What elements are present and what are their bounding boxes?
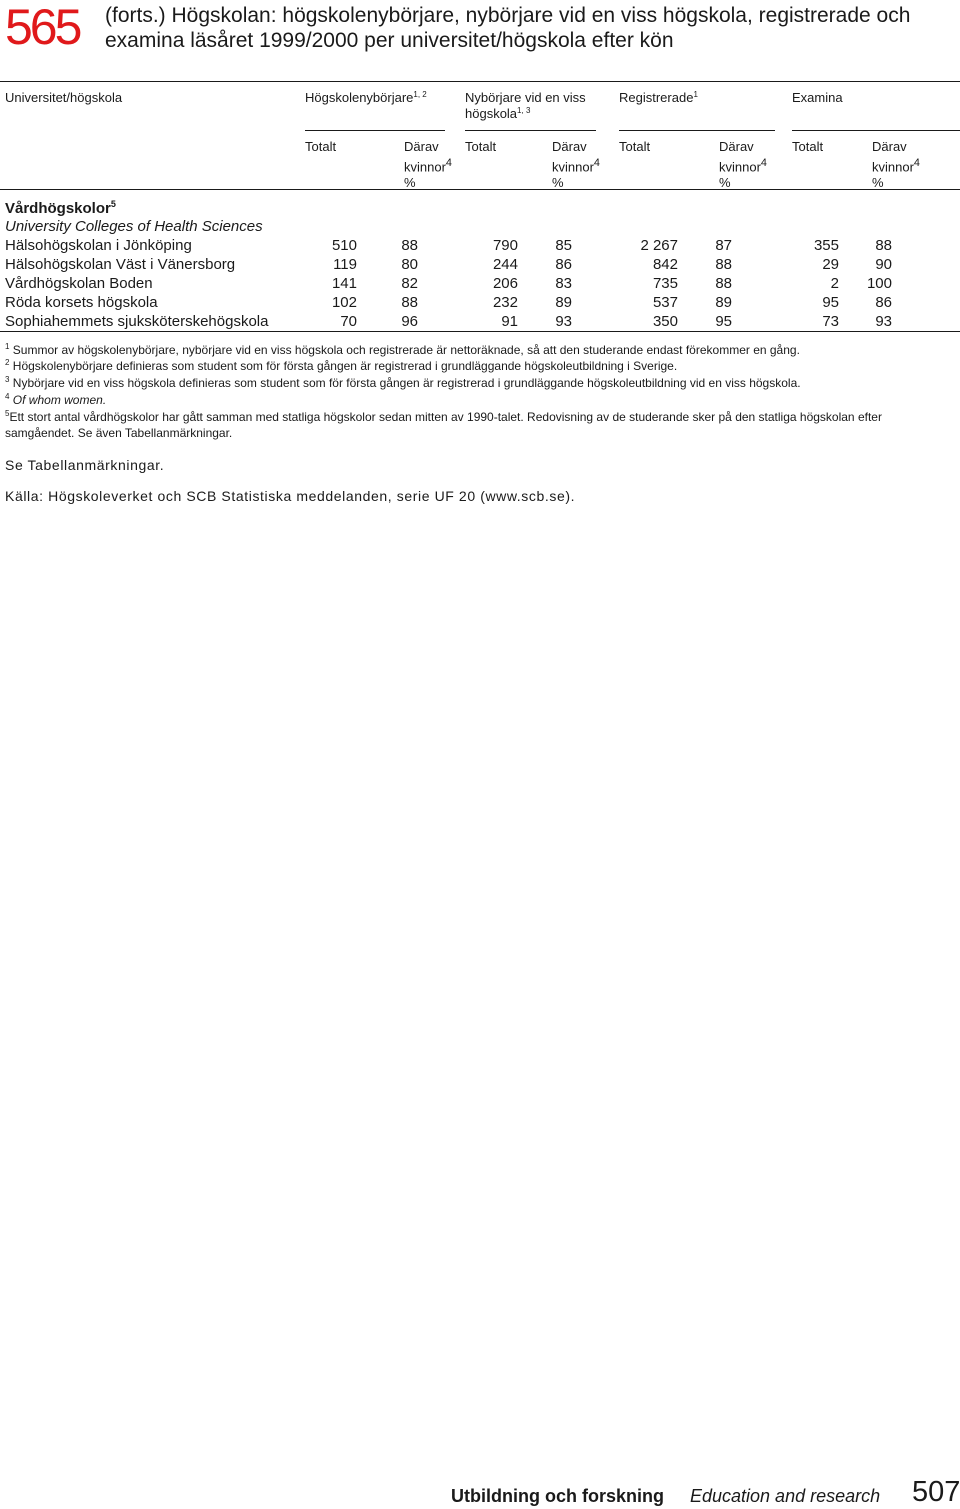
subheader-totalt: Totalt: [465, 139, 497, 154]
table-number: 565: [5, 0, 80, 55]
subheader-percent: %: [719, 175, 731, 191]
row-value-cell: 88: [401, 237, 418, 254]
row-value-cell: 790: [492, 237, 518, 254]
group-rule: [619, 130, 775, 131]
row-value-cell: 86: [555, 256, 572, 273]
col-group-label: Registrerade: [619, 90, 694, 105]
row-university-name: Hälsohögskolan Väst i Vänersborg: [5, 256, 236, 273]
row-value-cell: 537: [652, 294, 678, 311]
subheader-kvinnor: kvinnor: [872, 159, 914, 175]
row-university-name: Röda korsets högskola: [5, 294, 158, 311]
row-value-cell: 85: [555, 237, 572, 254]
subheader-percent: %: [404, 175, 416, 191]
row-value-cell: 88: [875, 237, 892, 254]
subheader-darav-kvinnor: [404, 139, 452, 191]
section-title-sup: 5: [110, 199, 116, 209]
table-row: [0, 236, 960, 255]
row-value-cell: 91: [501, 313, 518, 330]
row-value-cell: 87: [715, 237, 732, 254]
row-value-cell: 510: [331, 237, 357, 254]
col-group-registrerade: [619, 90, 698, 106]
subheader-sup: 4: [593, 157, 600, 169]
group-rule: [792, 130, 960, 131]
header-bottom-rule: [0, 189, 960, 190]
source-note: Källa: Högskoleverket och SCB Statistiska meddelanden, serie UF 20 (www.scb.se).: [5, 488, 576, 504]
row-value-cell: 90: [875, 256, 892, 273]
row-value-cell: 88: [401, 294, 418, 311]
subheader-percent: %: [552, 175, 564, 191]
row-value-cell: 88: [715, 275, 732, 292]
row-value-cell: 89: [555, 294, 572, 311]
col-group-label: Högskolenybörjare: [305, 90, 414, 105]
footer-title-english: Education and research: [690, 1486, 881, 1506]
subheader-percent: %: [872, 175, 884, 191]
col-group-sup: 1: [693, 90, 698, 99]
row-university-name: Vårdhögskolan Boden: [5, 275, 153, 292]
row-value-cell: 86: [875, 294, 892, 311]
subheader-kvinnor: kvinnor: [552, 159, 594, 175]
row-value-cell: 350: [652, 313, 678, 330]
row-value-cell: 206: [492, 275, 518, 292]
row-value-cell: 355: [813, 237, 839, 254]
group-rule: [465, 130, 596, 131]
subheader-darav: Därav: [719, 139, 754, 154]
subheader-darav-kvinnor: [719, 139, 767, 191]
row-value-cell: 119: [333, 256, 357, 273]
row-value-cell: 82: [401, 275, 418, 292]
subheader-darav: Därav: [872, 139, 907, 154]
row-value-cell: 102: [331, 294, 357, 311]
subheader-darav-kvinnor: [552, 139, 600, 191]
row-value-cell: 29: [822, 256, 839, 273]
table-row: [0, 312, 960, 331]
table-row: [0, 255, 960, 274]
section-title-text: Vårdhögskolor: [5, 200, 111, 217]
page-number: 507: [912, 1476, 960, 1508]
col-group-nyborjare: [465, 90, 605, 122]
footer-title-swedish: Utbildning och forskning: [451, 1486, 664, 1506]
table-bottom-rule: [0, 331, 960, 332]
table-row: [0, 274, 960, 293]
row-value-cell: 73: [822, 313, 839, 330]
subheader-darav: Därav: [404, 139, 439, 154]
row-value-cell: 2: [830, 275, 839, 292]
row-value-cell: 842: [652, 256, 678, 273]
footnote-4: $^4$ Of whom women.: [5, 392, 107, 407]
footnote-3: $^3$ Nybörjare vid en viss högskola definieras som student som för första gången är registrerad i grundläggande högskoleutbildning vid en viss högskola.: [5, 375, 801, 390]
row-value-cell: 83: [555, 275, 572, 292]
subheader-totalt: Totalt: [619, 139, 651, 154]
table-top-rule: [0, 81, 960, 82]
subheader-darav-kvinnor: [872, 139, 920, 191]
col-group-hogskolenyborjare: [305, 90, 427, 106]
footnote-5: $^5$Ett stort antal vårdhögskolor har gått samman med statliga högskolor sedan mitten av 1990-talet. Redovisning av de studerande sker på den statliga högskolan efter samgåendet. Se även Tabellanmärkningar.: [5, 409, 882, 440]
row-value-cell: 100: [866, 275, 892, 292]
subheader-totalt: Totalt: [792, 139, 824, 154]
row-value-cell: 96: [401, 313, 418, 330]
row-value-cell: 141: [331, 275, 357, 292]
subheader-sup: 4: [445, 157, 452, 169]
row-university-name: Hälsohögskolan i Jönköping: [5, 237, 192, 254]
row-value-cell: 2 267: [640, 237, 678, 254]
subheader-kvinnor: kvinnor: [404, 159, 446, 175]
row-value-cell: 244: [492, 256, 518, 273]
row-value-cell: 88: [715, 256, 732, 273]
section-title: [5, 199, 116, 217]
table-title: (forts.) Högskolan: högskolenybörjare, nybörjare vid en viss högskola, registrerade och examina läsåret 1999/2000 per universitet/högskola efter kön: [105, 4, 911, 52]
col-group-label: Nybörjare vid en viss högskola: [465, 90, 586, 121]
subheader-darav: Därav: [552, 139, 587, 154]
col-group-sup: 1, 3: [517, 106, 531, 115]
row-value-cell: 93: [875, 313, 892, 330]
table-row: [0, 293, 960, 312]
footnote-1: $^1$ Summor av högskolenybörjare, nybörjare vid en viss högskola och registrerade är nettoräknade, så att den studerande endast förekommer en gång.: [5, 342, 800, 357]
row-value-cell: 95: [822, 294, 839, 311]
group-rule: [305, 130, 445, 131]
row-value-cell: 93: [555, 313, 572, 330]
row-university-name: Sophiahemmets sjuksköterskehögskola: [5, 313, 269, 330]
row-value-cell: 80: [401, 256, 418, 273]
row-value-cell: 89: [715, 294, 732, 311]
row-value-cell: 232: [492, 294, 518, 311]
row-value-cell: 95: [715, 313, 732, 330]
subheader-sup: 4: [913, 157, 920, 169]
section-subtitle: University Colleges of Health Sciences: [5, 218, 263, 235]
row-value-cell: 735: [652, 275, 678, 292]
col-header-university: Universitet/högskola: [5, 90, 123, 105]
see-also-note: Se Tabellanmärkningar.: [5, 457, 165, 473]
subheader-sup: 4: [760, 157, 767, 169]
row-value-cell: 70: [340, 313, 357, 330]
footnote-2: $^2$ Högskolenybörjare definieras som student som för första gången är registrerad i grundläggande högskoleutbildning i Sverige.: [5, 358, 678, 373]
col-group-sup: 1, 2: [413, 90, 427, 99]
subheader-kvinnor: kvinnor: [719, 159, 761, 175]
col-group-examina: Examina: [792, 90, 843, 105]
subheader-totalt: Totalt: [305, 139, 337, 154]
